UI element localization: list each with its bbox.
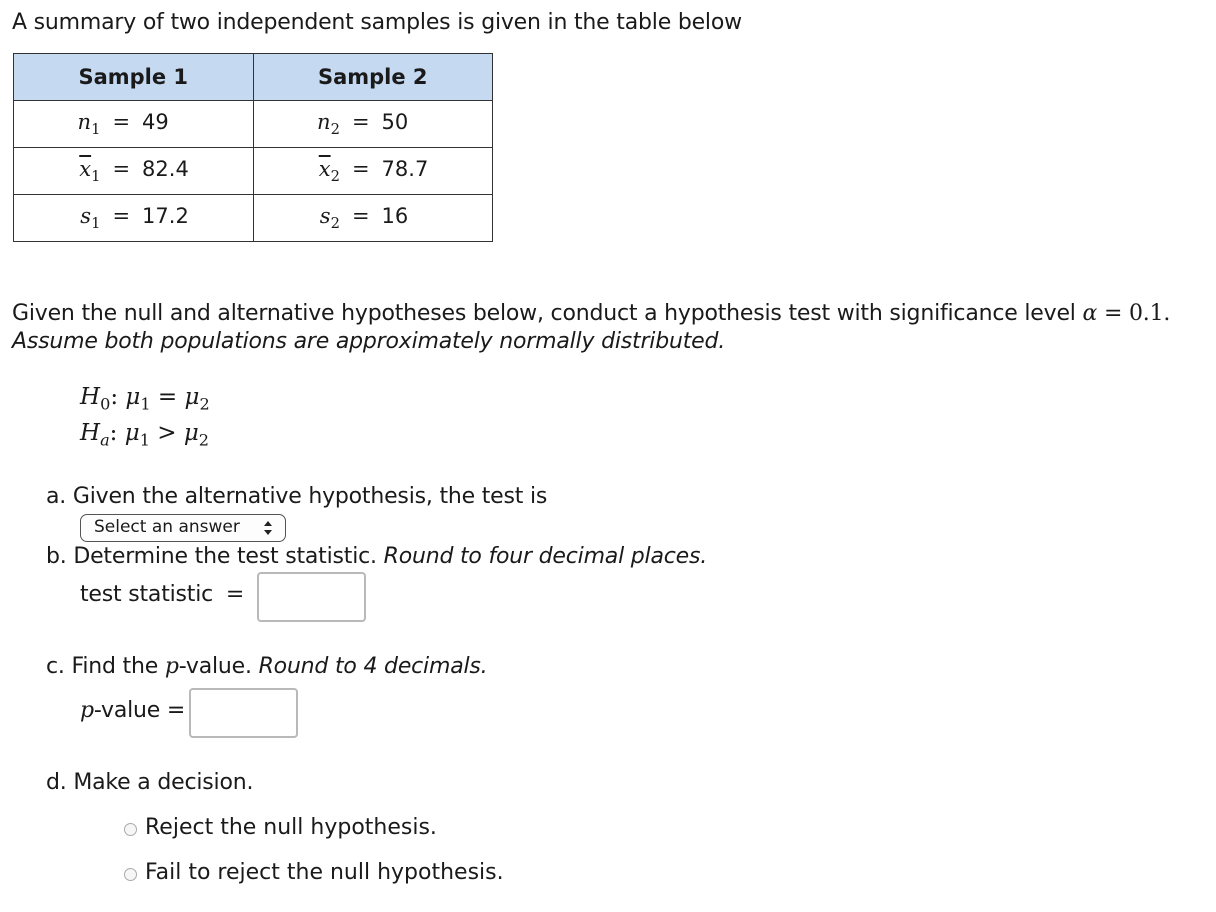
test-statistic-label: test statistic = xyxy=(80,582,245,607)
h0-label: H xyxy=(80,384,101,410)
alpha-symbol: α xyxy=(1082,301,1098,326)
instructions-text: Given the null and alternative hypotheses below, conduct a hypothesis test with significance level xyxy=(12,301,1076,326)
part-a-prompt: a. Given the alternative hypothesis, the test is xyxy=(46,484,548,509)
n1-cell: $n_1 = 49$ xyxy=(14,101,254,148)
reject-null-label: Reject the null hypothesis. xyxy=(145,815,437,840)
xbar1-symbol: $\overline{x}$ xyxy=(79,156,92,181)
part-c-prompt-italic: Round to 4 decimals. xyxy=(258,654,488,679)
xbar2-subscript: 2 xyxy=(330,168,340,186)
part-b-prompt-plain: b. Determine the test statistic. xyxy=(46,544,377,569)
s1-subscript: 1 xyxy=(91,215,101,233)
radio-button[interactable] xyxy=(124,823,137,836)
ha-subscript: a xyxy=(100,430,110,450)
s1-cell: $s_1 = 17.2$ xyxy=(14,195,254,242)
ha-label: H xyxy=(80,419,101,446)
part-c-prompt-plain-1: c. Find the xyxy=(46,654,159,679)
alternative-hypothesis: $H_a$: $\mu_1 > \mu_2$ xyxy=(80,419,210,450)
p-symbol: p xyxy=(164,654,179,679)
mu-1-symbol: μ xyxy=(125,384,141,410)
instructions-line-1: Given the null and alternative hypotheses below, conduct a hypothesis test with significance level α = 0.1. xyxy=(12,301,1171,326)
xbar2-symbol: $\overline{x}$ xyxy=(318,156,331,181)
n1-symbol: n xyxy=(77,109,92,134)
h0-subscript: 0 xyxy=(100,394,111,414)
fail-to-reject-label: Fail to reject the null hypothesis. xyxy=(145,860,504,885)
part-d-prompt: d. Make a decision. xyxy=(46,770,254,795)
s1-symbol: s xyxy=(80,203,92,228)
test-statistic-input[interactable] xyxy=(257,572,366,622)
n1-subscript: 1 xyxy=(91,121,101,139)
intro-text: A summary of two independent samples is given in the table below xyxy=(12,10,742,35)
sample-summary-table xyxy=(13,53,493,242)
hypotheses xyxy=(80,383,210,454)
p-value-symbol: p xyxy=(80,698,94,723)
xbar2-cell: $\overline{x}_2 = 78.7$ xyxy=(253,148,493,195)
null-hypothesis: $H_0$: $\mu_1 = \mu_2$ xyxy=(80,384,210,414)
n2-cell: $n_2 = 50$ xyxy=(253,101,493,148)
alpha-value: 0.1. xyxy=(1129,301,1171,326)
n2-subscript: 2 xyxy=(330,121,340,139)
table-row xyxy=(14,101,493,148)
header-sample-2: Sample 2 xyxy=(253,54,493,101)
s1-value: 17.2 xyxy=(142,203,189,228)
s2-cell: $s_2 = 16$ xyxy=(253,195,493,242)
part-c-prompt-plain-2: -value. xyxy=(178,654,252,679)
p-value-input[interactable] xyxy=(189,688,298,738)
part-b-prompt-italic: Round to four decimal places. xyxy=(383,544,708,569)
test-type-select-value: Select an answer xyxy=(94,517,240,537)
part-c-prompt xyxy=(46,654,487,679)
n2-symbol: n xyxy=(317,109,331,134)
s2-symbol: s xyxy=(319,203,331,228)
s2-value: 16 xyxy=(381,203,409,228)
instructions xyxy=(12,300,1170,356)
xbar1-value: 82.4 xyxy=(142,156,189,181)
fail-to-reject-option[interactable] xyxy=(124,860,504,885)
n1-value: 49 xyxy=(142,109,169,134)
test-type-select[interactable] xyxy=(80,514,286,542)
reject-null-option[interactable] xyxy=(124,815,437,840)
ha-operator: > xyxy=(157,419,177,446)
s2-subscript: 2 xyxy=(330,215,340,233)
select-arrows-icon xyxy=(263,515,273,543)
header-sample-1: Sample 1 xyxy=(14,54,254,101)
xbar2-value: 78.7 xyxy=(381,156,429,181)
xbar1-subscript: 1 xyxy=(91,168,101,186)
p-value-label xyxy=(80,698,185,723)
h0-operator: = xyxy=(157,384,178,410)
n2-value: 50 xyxy=(381,109,409,134)
xbar1-cell: $\overline{x}_1 = 82.4$ xyxy=(14,148,254,195)
radio-button[interactable] xyxy=(124,868,137,881)
table-row xyxy=(14,195,493,242)
test-statistic-label-text: test statistic xyxy=(80,582,214,607)
instructions-line-2: Assume both populations are approximately normally distributed. xyxy=(12,329,726,354)
table-header-row xyxy=(14,54,493,101)
part-b-prompt xyxy=(46,544,707,569)
p-value-label-text: -value = xyxy=(93,698,186,723)
table-row xyxy=(14,148,493,195)
